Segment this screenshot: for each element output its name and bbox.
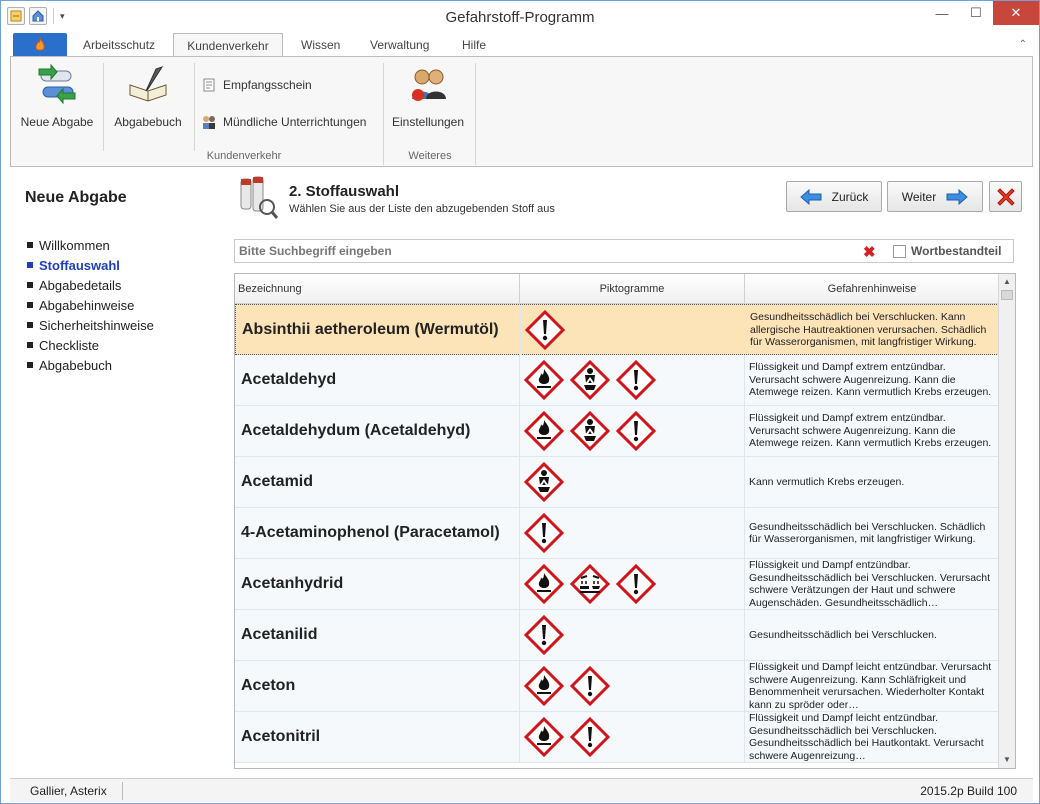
search-bar (234, 239, 1014, 263)
ghs-flame-icon (524, 411, 564, 451)
search-input[interactable] (235, 240, 855, 262)
tab-arbeitsschutz[interactable]: Arbeitsschutz (83, 38, 156, 52)
table-row[interactable] (235, 712, 999, 763)
muendliche-label: Mündliche Unterrichtungen (223, 115, 367, 129)
grid-header (235, 274, 999, 304)
next-label: Weiter (901, 189, 937, 204)
title-bar (1, 1, 1039, 33)
neue-abgabe-button[interactable] (19, 63, 95, 129)
table-row[interactable] (235, 559, 999, 610)
tab-verwaltung[interactable]: Verwaltung (370, 38, 430, 52)
empfangsschein-button[interactable] (201, 77, 312, 93)
hazard-statement: Flüssigkeit und Dampf entzündbar. Gesundheitsschädlich bei Verschlucken. Verursacht schwere Verätzungen der Haut und schwere Augenschäden. Gesundheitsschädlich… (749, 559, 991, 609)
maximize-button[interactable]: ☐ (970, 5, 982, 20)
substance-name: Acetonitril (235, 712, 520, 762)
col-piktogramme[interactable]: Piktogramme (520, 274, 745, 304)
ghs-health-hazard-icon (570, 411, 610, 451)
file-tab[interactable] (13, 33, 67, 57)
new-issue-icon (35, 63, 79, 107)
ghs-exclamation-icon (570, 717, 610, 757)
hazard-statement-cell (745, 610, 999, 660)
pictogram-cell (520, 457, 745, 507)
hazard-statement: Flüssigkeit und Dampf extrem entzündbar. Verursacht schwere Augenreizung. Kann die Atemwege reizen. Kann vermutlich Krebs erzeugen. (749, 412, 992, 450)
step-abgabedetails[interactable]: Abgabedetails (27, 275, 154, 295)
minimize-button[interactable]: — (935, 5, 949, 21)
pictogram-cell (520, 610, 745, 660)
settings-people-icon (406, 63, 450, 107)
hazard-statement-cell (745, 559, 999, 609)
table-row[interactable] (235, 610, 999, 661)
hazard-statement-cell (745, 457, 999, 507)
step-checkliste[interactable]: Checkliste (27, 335, 154, 355)
ribbon-group-separator (383, 63, 384, 165)
ghs-flame-icon (524, 717, 564, 757)
wortbestandteil-checkbox[interactable] (893, 245, 906, 258)
abgabebuch-button[interactable] (111, 63, 185, 129)
step-subheading: Wählen Sie aus der Liste den abzugebenden Stoff aus (289, 203, 555, 215)
ribbon-separator (103, 63, 104, 151)
ghs-exclamation-icon (616, 360, 656, 400)
cancel-wizard-button[interactable] (989, 181, 1022, 212)
substance-name: Acetaldehyd (235, 355, 520, 405)
flame-app-icon (33, 37, 47, 53)
neue-abgabe-label: Neue Abgabe (20, 115, 94, 129)
abgabebuch-label: Abgabebuch (114, 115, 182, 129)
pictogram-cell (520, 712, 745, 762)
pictogram-cell (520, 559, 745, 609)
table-row[interactable] (235, 355, 999, 406)
wizard-steps (27, 235, 154, 375)
substance-grid (234, 273, 1016, 769)
step-header (237, 175, 557, 225)
collapse-ribbon-icon[interactable]: ⌃ (1018, 39, 1027, 50)
col-bezeichnung[interactable]: Bezeichnung (235, 274, 520, 304)
tab-kundenverkehr[interactable]: Kundenverkehr (173, 33, 283, 57)
arrow-right-icon (946, 189, 968, 205)
ribbon (10, 56, 1033, 167)
pictogram-cell (520, 508, 745, 558)
ghs-health-hazard-icon (570, 360, 610, 400)
substance-name: Aceton (235, 661, 520, 711)
hazard-statement-cell (745, 355, 999, 405)
empfangsschein-label: Empfangsschein (223, 78, 312, 92)
grid-rows (235, 304, 999, 763)
hazard-statement: Gesundheitsschädlich bei Verschlucken. Kann allergische Hautreaktionen verursachen. Schädlich für Wasserorganismen, mit langfristiger Wirkung. (750, 311, 987, 349)
hazard-statement: Gesundheitsschädlich bei Verschlucken. Schädlich für Wasserorganismen, mit langfristiger Wirkung. (749, 520, 986, 545)
step-heading: 2. Stoffauswahl (289, 183, 400, 200)
ghs-exclamation-icon (525, 310, 565, 350)
scroll-thumb[interactable] (1001, 290, 1013, 300)
ghs-health-hazard-icon (524, 462, 564, 502)
wortbestandteil-label: Wortbestandteil (911, 244, 1002, 258)
einstellungen-button[interactable] (391, 63, 465, 129)
ghs-exclamation-icon (570, 666, 610, 706)
hazard-statement-cell (745, 508, 999, 558)
hazard-statement: Flüssigkeit und Dampf leicht entzündbar. Verursacht schwere Augenreizung. Kann Schläfrigkeit und Benommenheit verursachen. Wiederholter Kontakt kann zu spröder oder… (749, 661, 992, 711)
book-pen-icon (126, 63, 170, 107)
next-button[interactable] (887, 181, 983, 212)
ribbon-separator (194, 63, 195, 151)
ghs-flame-icon (524, 564, 564, 604)
back-button[interactable] (786, 181, 882, 212)
substance-name: Acetanilid (235, 610, 520, 660)
muendliche-unterrichtungen-button[interactable] (201, 114, 366, 130)
hazard-statement: Flüssigkeit und Dampf leicht entzündbar. Gesundheitsschädlich bei Verschlucken. Gesundheitsschädlich bei Hautkontakt. Verursacht schwere Augenreizung… (749, 712, 984, 762)
window-controls (925, 1, 1039, 25)
window-title: Gefahrstoff-Programm (445, 9, 595, 26)
table-row[interactable] (235, 457, 999, 508)
scroll-down-icon[interactable]: ▼ (1003, 755, 1011, 764)
pictogram-cell (520, 661, 745, 711)
pictogram-cell (520, 406, 745, 456)
col-gefahrenhinweise[interactable]: Gefahrenhinweise (827, 283, 917, 295)
step-sicherheitshinweise[interactable]: Sicherheitshinweise (27, 315, 154, 335)
version-info: 2015.2p Build 100 (920, 784, 1017, 798)
ribbon-tabs (1, 33, 1039, 57)
hazard-statement-cell (746, 305, 1000, 355)
people-talk-icon (201, 114, 217, 130)
step-willkommen[interactable]: Willkommen (27, 235, 154, 255)
substance-name: Acetamid (235, 457, 520, 507)
einstellungen-label: Einstellungen (391, 115, 465, 129)
status-bar (10, 778, 1033, 802)
current-user: Gallier, Asterix (30, 784, 107, 798)
ghs-exclamation-icon (616, 411, 656, 451)
hazard-statement-cell (745, 661, 999, 711)
step-stoffauswahl[interactable]: Stoffauswahl (27, 255, 154, 275)
table-row[interactable] (235, 508, 999, 559)
pictogram-cell (520, 355, 745, 405)
table-row[interactable] (235, 304, 999, 355)
substance-name: Absinthii aetheroleum (Wermutöl) (236, 305, 521, 355)
wizard-title: Neue Abgabe (25, 189, 127, 206)
hazard-statement: Gesundheitsschädlich bei Verschlucken. (749, 628, 937, 641)
ghs-exclamation-icon (524, 615, 564, 655)
ribbon-group-separator (475, 63, 476, 165)
pictogram-cell (521, 305, 746, 355)
tab-wissen[interactable]: Wissen (301, 38, 341, 52)
group-label-weiteres: Weiteres (408, 150, 452, 162)
hazard-statement-cell (745, 712, 999, 762)
status-separator (122, 782, 123, 800)
ghs-corrosion-icon (570, 564, 610, 604)
ghs-exclamation-icon (616, 564, 656, 604)
step-abgabehinweise[interactable]: Abgabehinweise (27, 295, 154, 315)
substance-name: Acetaldehydum (Acetaldehyd) (235, 406, 520, 456)
ghs-exclamation-icon (524, 513, 564, 553)
arrow-left-icon (800, 189, 822, 205)
vertical-scrollbar[interactable] (998, 274, 1015, 768)
close-window-button[interactable]: ✕ (993, 1, 1039, 25)
group-label-kundenverkehr: Kundenverkehr (206, 150, 282, 162)
ghs-flame-icon (524, 666, 564, 706)
clear-search-icon[interactable]: ✖ (863, 244, 876, 261)
table-row[interactable] (235, 661, 999, 712)
wizard-sidebar (11, 167, 221, 777)
receipt-icon (201, 77, 217, 93)
hazard-statement: Kann vermutlich Krebs erzeugen. (749, 475, 905, 488)
customize-toolbar-dropdown[interactable]: ▾ (60, 10, 65, 21)
ghs-flame-icon (524, 360, 564, 400)
hazard-statement-cell (745, 406, 999, 456)
table-row[interactable] (235, 406, 999, 457)
hazard-statement: Flüssigkeit und Dampf extrem entzündbar. Verursacht schwere Augenreizung. Kann die Atemwege reizen. Kann vermutlich Krebs erzeugen. (749, 361, 992, 399)
back-label: Zurück (831, 189, 869, 204)
step-abgabebuch[interactable]: Abgabebuch (27, 355, 154, 375)
substance-name: Acetanhydrid (235, 559, 520, 609)
substance-name: 4-Acetaminophenol (Paracetamol) (235, 508, 520, 558)
substance-search-icon (237, 175, 279, 221)
red-x-icon (995, 186, 1017, 208)
tab-hilfe[interactable]: Hilfe (462, 38, 487, 52)
scroll-up-icon[interactable]: ▲ (1003, 277, 1011, 286)
